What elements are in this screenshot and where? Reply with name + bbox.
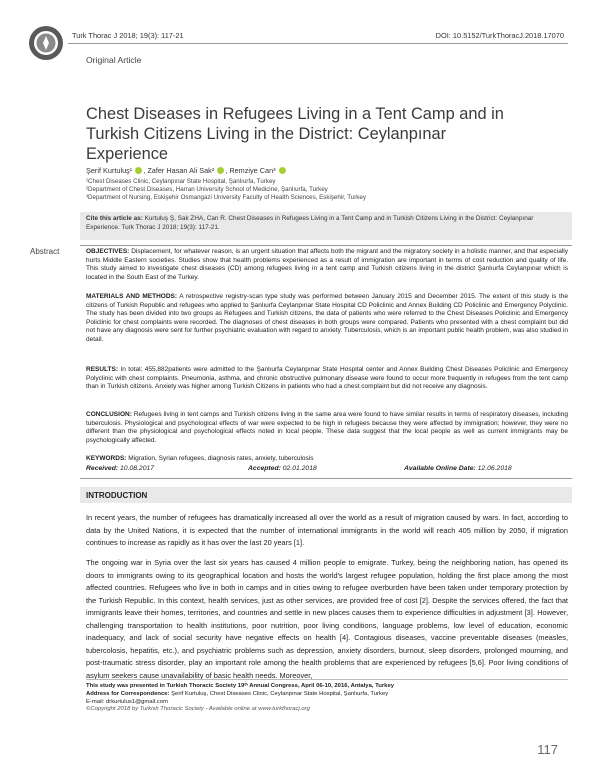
citation-label: Cite this article as: [86,215,143,222]
affiliation: ³Department of Nursing, Eskişehir Osmangazi University Faculty of Health Sciences, Eskişehir, Turkey [86,194,366,201]
citation [86,215,566,232]
body-paragraph: The ongoing war in Syria over the last six years has caused 4 million people to emigrate. Turkey, being the neighboring nation, has opened its doors to immigrants owing to its geographical location and hosts the world's largest refugee population, holding the first place among the most affected countries. Refugees who live in both in camps and in cities owing to refugee overburden have been taken under temporary protection by the Turkish Republic. In this context, health services, just as other services, are provided free of cost [2]. Despite the services offered, the fact that immigrants leave their homes, territories, and countries and settle in new places causes them to experience difficulties in adjustment [3]. However, challenging transportation to health institutions, poor nutrition, poor living conditions, language problems, low level of education, economic inadequacy, and lack of social security have negative effects on health [4]. Contagious diseases, vaccine preventable diseases (measles, tubercolosis, hepatitis, etc.), and psychiatric problems such as depression, anxiety disorders, burnout, sleep disorders, prolonged mourning, and post-traumatic stress disorder, play an important role among the health problems that are experienced by refugees [5,6]. Poor living conditions of asylum seekers cause unavailability of basic health needs. Moreover, [86,558,568,680]
article-title: Chest Diseases in Refugees Living in a Tent Camp and in Turkish Citizens Living in the District: Ceylanpınar Experience [86,105,504,163]
address-label: Address for Correspondence: [86,690,170,697]
introduction-heading-box [80,487,572,503]
orcid-icon[interactable] [217,167,224,174]
abstract-keywords [86,455,568,464]
section-text: Displacement, for whatever reason, is an urgent situation that affects both the migrant and the migratory society in a holistic manner, and that especially hurts Middle Eastern societies. Studies show that health problems experienced as a result of immigration are important in terms of cost reduction and quality of life. This study aimed to investigate chest diseases (CD) among refugees living in a tent camp and Turkish citizens living in the district Şanlıurfa Ceylanpınar which is located in the South East of the Turkey. [86,248,568,281]
header-band [0,0,600,48]
author-name: Zafer Hasan Ali Sak² [147,166,215,175]
affiliation: ²Department of Chest Diseases, Harran University School of Medicine, Şanlıurfa, Turkey [86,186,328,193]
section-label: CONCLUSION: [86,411,132,418]
abstract-methods [86,293,568,345]
body-paragraph: In recent years, the number of refugees has dramatically increased all over the world as a result of migration caused by wars. In fact, according to data by the United Nations, it is expected that the number of international immigrants in the world will reach 405 million by 2050, if migration continues to increase as rapidly as it has over the last 20 years [1]. [86,513,568,547]
section-label: MATERIALS AND METHODS: [86,293,178,300]
keywords: Migration, Syrian refugees, diagnosis rates, anxiety, tuberculosis [128,455,314,462]
email[interactable]: E-mail: drkurtulus1@gmail.com [86,698,168,705]
article-type: Original Article [86,55,142,65]
author-list: Şerif Kurtuluş¹ , Zafer Hasan Ali Sak² , Remziye Can³ [86,166,287,175]
journal-logo-icon [28,25,64,61]
section-label: OBJECTIVES: [86,248,130,255]
section-text: A retrospective registry-scan type study was performed between January 2015 and December 2015. The extent of this study is the citizens of Turkish Republic and refugees who applied to Şanlıurfa Ceylanpınar State Hospital CD Policlinic and Annex Building CD Policlinic and Emergency Polyclinic. The study has been divided into two groups as Refugees and Turkish citizens, the data of patients who were referred to the Chest Diseases Policlinic and Emergency Policlinic for chest complaints were recorded. The diagnoses of chest diseases in both groups were compared. Patients who presented with a chest complaint but did not have any diagnosis were sent for further psychiatric evaluation with regard to anxiety. Tuberculosis, which is an important public health problem, was also studied in detail. [86,293,568,343]
footnote [86,683,394,714]
received-date: Received: 10.08.2017 [86,465,155,472]
abstract-conclusion [86,411,568,445]
abstract-divider [80,245,572,246]
presentation-note: This study was presented in Turkish Thoracic Society 19ᵗʰ Annual Congress, April 06-10, 2016, Antalya, Turkey [86,683,394,689]
journal-reference: Turk Thorac J 2018; 19(3): 117-21 [72,31,184,40]
abstract-objectives [86,248,568,282]
abstract-results [86,366,568,392]
orcid-icon[interactable] [279,167,286,174]
header-divider [68,43,568,44]
page-number: 117 [537,742,558,757]
doi[interactable]: DOI: 10.5152/TurkThoracJ.2018.17070 [435,31,564,40]
orcid-icon[interactable] [135,167,142,174]
footnote-divider [86,679,568,680]
author-name: Remziye Can³ [229,166,276,175]
online-date: Available Online Date: 12.06.2018 [404,465,512,472]
section-text: In total; 455,882patients were admitted to the Şanlıurfa Ceylanpınar State Hospital center and Annex Building Chest Diseases Policlinic and Emergency Polyclinic with chest complaints. Pneumonia, asthma, and chronic obstructive pulmonary disease were found to occur more frequently in refugees from the tent camp than in Turkish citizens. Anxiety was higher among Turkish Citizens in patients who had a chest complaint but did not receive any diagnosis. [86,366,568,391]
citation-text: Kurtuluş Ş, Sak ZHA, Can R. Chest Diseases in Refugees Living in a Tent Camp and in Turkish Citizens Living in the District: Ceylanpınar Experience. Turk Thorac J 2018; 19(3): 117-21. [86,215,534,231]
abstract-label: Abstract [30,247,60,256]
address: Şerif Kurtuluş, Chest Diseases Clinic, Ceylanpınar State Hospital, Şanlıurfa, Turkey [171,690,389,697]
copyright: ©Copyright 2018 by Turkish Thoracic Society - Available online at www.turkthoracj.org [86,706,310,713]
affiliations [86,178,366,202]
section-label: RESULTS: [86,366,119,373]
section-label: KEYWORDS: [86,455,127,462]
affiliation: ¹Chest Diseases Clinic, Ceylanpınar State Hospital, Şanlıurfa, Turkey [86,178,276,185]
dates-divider [80,478,572,479]
accepted-date: Accepted: 02.01.2018 [248,465,317,472]
author-name: Şerif Kurtuluş¹ [86,166,133,175]
section-text: Refugees living in tent camps and Turkish citizens living in the same area were found to have similar results in terms of respiratory diseases, including tuberculosis. Physiological and psychological effects of war were expected to be high in refugees because they were affected by immigration; however, they were no different than the physiological and psychological effects noted in local people. These data suggest that the local people as well as current immigrants may be psychologically affected. [86,411,568,444]
introduction-heading: INTRODUCTION [86,491,148,500]
